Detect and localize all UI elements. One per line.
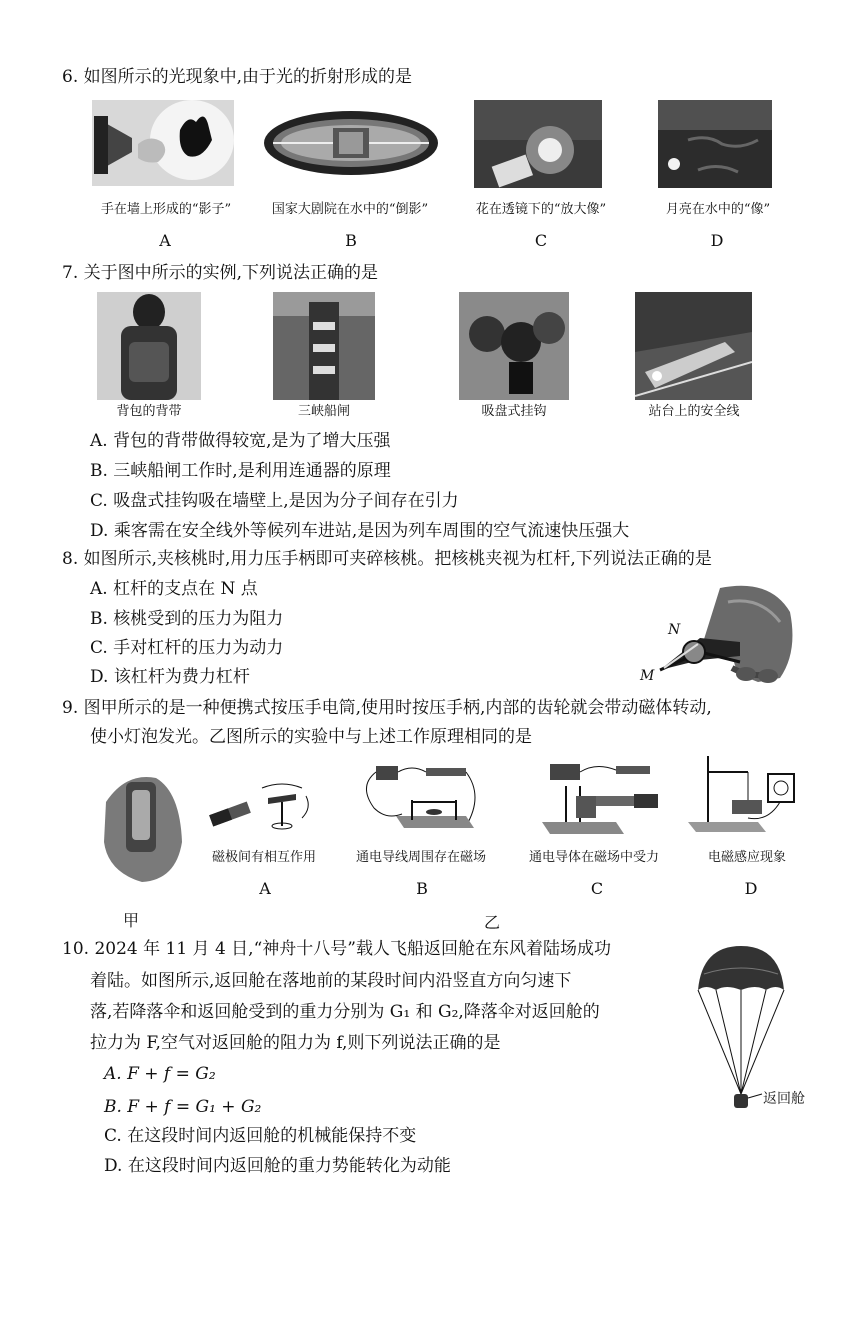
question-7-stem: 7. 关于图中所示的实例,下列说法正确的是 (62, 263, 379, 283)
q6-letter-b: B (345, 231, 357, 250)
q9-letter-b: B (416, 879, 428, 898)
q6-letter-a: A (159, 231, 171, 250)
q9-caption-c: 通电导体在磁场中受力 (528, 850, 659, 865)
flashlight-hand-photo (96, 772, 188, 884)
question-10-stem-line2: 着陆。如图所示,返回舱在落地前的某段时间内沿竖直方向匀速下 (90, 971, 572, 991)
q10-option-c: C. 在这段时间内返回舱的机械能保持不变 (104, 1126, 417, 1146)
q7-caption-d: 站台上的安全线 (648, 404, 740, 419)
label-jia: 甲 (123, 911, 140, 930)
hand-shadow-photo (92, 100, 234, 186)
question-10-stem-line3: 落,若降落伞和返回舱受到的重力分别为 G₁ 和 G₂,降落伞对返回舱的 (90, 1002, 600, 1022)
q9-letter-c: C (590, 879, 604, 898)
q10-option-b: B. F + f = G₁ + G₂ (104, 1097, 262, 1117)
train-platform-photo (635, 292, 752, 400)
q9-caption-a: 磁极间有相互作用 (211, 850, 316, 865)
question-8-stem: 8. 如图所示,夹核桃时,用力压手柄即可夹碎核桃。把核桃夹视为杠杆,下列说法正确的是 (62, 549, 712, 569)
q6-caption-b: 国家大剧院在水中的“倒影” (271, 202, 429, 217)
induction-sketch (688, 752, 798, 838)
question-9-stem-line2: 使小灯泡发光。乙图所示的实验中与上述工作原理相同的是 (90, 727, 532, 747)
q8-option-c: C. 手对杠杆的压力为动力 (90, 638, 284, 658)
magnets-sketch (206, 782, 326, 832)
motor-principle-sketch (536, 756, 666, 838)
nutcracker-figure (640, 582, 800, 688)
suction-hook-photo (459, 292, 569, 400)
ship-lock-photo (273, 292, 375, 400)
q8-option-b: B. 核桃受到的压力为阻力 (90, 609, 284, 629)
question-9-stem-line1: 9. 图甲所示的是一种便携式按压手电筒,使用时按压手柄,内部的齿轮就会带动磁体转动, (62, 698, 712, 718)
q7-option-a: A. 背包的背带做得较宽,是为了增大压强 (90, 431, 391, 451)
q8-option-a: A. 杠杆的支点在 N 点 (90, 579, 258, 599)
label-m: M (640, 668, 655, 684)
q10-option-a: A. F + f = G₂ (104, 1064, 216, 1084)
q9-caption-d: 电磁感应现象 (707, 850, 786, 865)
q7-option-c: C. 吸盘式挂钩吸在墙壁上,是因为分子间存在引力 (90, 491, 459, 511)
lens-flower-photo (474, 100, 602, 188)
label-yi: 乙 (484, 913, 501, 932)
question-10-stem-line1: 10. 2024 年 11 月 4 日,“神舟十八号”载人飞船返回舱在东风着陆场成功 (62, 939, 611, 959)
q9-letter-d: D (744, 879, 758, 898)
q6-caption-d: 月亮在水中的“像” (665, 202, 771, 217)
q7-caption-b: 三峡船闸 (297, 404, 350, 419)
q7-option-b: B. 三峡船闸工作时,是利用连通器的原理 (90, 461, 391, 481)
q6-letter-c: C (534, 231, 548, 250)
capsule-label: 返回舱 (763, 1091, 805, 1107)
q7-option-d: D. 乘客需在安全线外等候列车进站,是因为列车周围的空气流速快压强大 (90, 521, 630, 541)
q9-letter-a: A (259, 879, 271, 898)
label-n: N (668, 622, 681, 638)
q7-caption-c: 吸盘式挂钩 (481, 404, 547, 419)
backpack-photo (97, 292, 201, 400)
theatre-reflection-photo (263, 110, 439, 176)
question-6-stem: 6. 如图所示的光现象中,由于光的折射形成的是 (62, 67, 413, 87)
q8-option-d: D. 该杠杆为费力杠杆 (90, 667, 250, 687)
q9-caption-b: 通电导线周围存在磁场 (355, 850, 486, 865)
moon-water-photo (658, 100, 772, 188)
question-10-stem-line4: 拉力为 F,空气对返回舱的阻力为 f,则下列说法正确的是 (90, 1033, 501, 1053)
q6-caption-c: 花在透镜下的“放大像” (475, 202, 607, 217)
q10-option-d: D. 在这段时间内返回舱的重力势能转化为动能 (104, 1156, 451, 1176)
q6-letter-d: D (710, 231, 724, 250)
q7-caption-a: 背包的背带 (116, 404, 182, 419)
oersted-sketch (356, 756, 486, 838)
q6-caption-a: 手在墙上形成的“影子” (100, 202, 232, 217)
